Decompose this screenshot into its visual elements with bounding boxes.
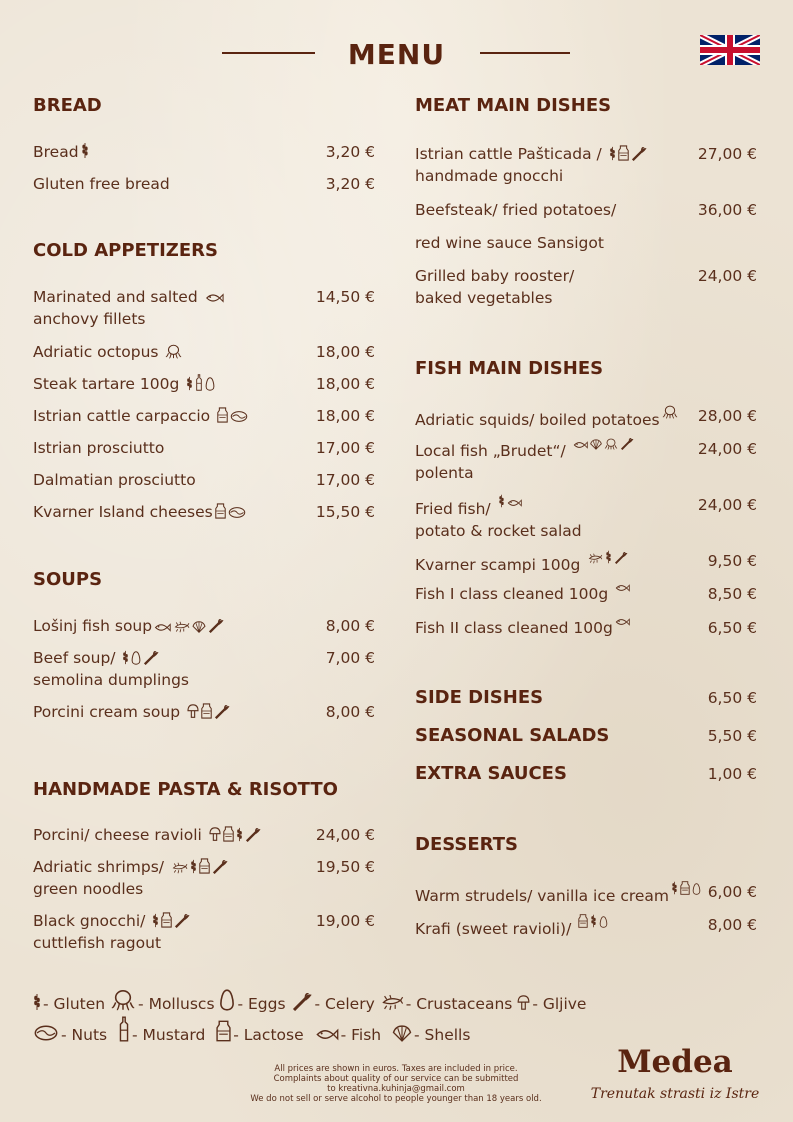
footer-line: We do not sell or serve alcohol to people younger than 18 years old. <box>250 1094 542 1104</box>
price: 9,50 € <box>707 552 757 570</box>
eggs-icon <box>219 989 235 1011</box>
fish-icon <box>154 622 171 633</box>
menu-item-steak-tartare: Steak tartare 100g <box>33 373 215 395</box>
celery-icon <box>212 860 228 874</box>
price: 15,50 € <box>315 503 375 521</box>
gluten-icon <box>671 881 678 895</box>
gluten-icon <box>609 146 616 161</box>
price: 6,00 € <box>707 883 757 901</box>
price: 5,50 € <box>707 727 757 745</box>
eggs-icon <box>131 651 141 665</box>
price: 18,00 € <box>315 343 375 361</box>
celery-icon <box>291 993 313 1011</box>
fish-icon <box>573 440 588 450</box>
brand-logo: Medea <box>617 1044 733 1080</box>
mushroom-icon <box>187 704 199 719</box>
legend-label-nuts: - Nuts <box>61 1026 108 1044</box>
gluten-icon <box>81 142 89 159</box>
crustaceans-icon <box>587 553 603 564</box>
celery-icon <box>208 619 224 633</box>
gluten-icon <box>186 376 193 391</box>
legend-label-shells: - Shells <box>414 1026 471 1044</box>
menu-item-black-gnocchi: Black gnocchi/ cuttlefish ragout <box>33 910 190 954</box>
fish-icon <box>615 617 630 627</box>
uk-flag-icon[interactable] <box>700 35 760 65</box>
menu-item-brudet: Local fish „Brudet“/ polenta <box>415 438 634 484</box>
nuts-icon <box>228 506 246 519</box>
footer-notice <box>230 1064 562 1104</box>
menu-item-fried-fish: Fried fish/ potato & rocket salad <box>415 494 582 542</box>
celery-icon <box>143 651 159 665</box>
nuts-icon <box>33 1024 59 1042</box>
crustaceans-icon <box>171 862 188 874</box>
mushroom-icon <box>209 827 221 842</box>
section-extra-sauces: EXTRA SAUCES <box>415 763 567 784</box>
price: 28,00 € <box>697 407 757 425</box>
price: 3,20 € <box>325 175 375 193</box>
price: 17,00 € <box>315 439 375 457</box>
section-meat-main-dishes: MEAT MAIN DISHES <box>415 95 612 116</box>
section-side-dishes: SIDE DISHES <box>415 687 544 708</box>
menu-item-bread: Bread <box>33 141 89 163</box>
eggs-icon <box>692 883 701 895</box>
legend-label-mustard: - Mustard <box>132 1026 206 1044</box>
price: 8,00 € <box>325 703 375 721</box>
menu-item-gluten-free-bread: Gluten free bread <box>33 175 170 193</box>
celery-icon <box>174 914 190 928</box>
price: 18,00 € <box>315 407 375 425</box>
fish-icon <box>507 498 522 508</box>
legend-label-fish: - Fish <box>340 1026 382 1044</box>
legend-label-celery: - Celery <box>314 995 375 1013</box>
price: 3,20 € <box>325 143 375 161</box>
gluten-icon <box>122 650 129 665</box>
menu-item-baby-rooster: Grilled baby rooster/ baked vegetables <box>415 267 575 307</box>
price: 19,00 € <box>315 912 375 930</box>
price: 24,00 € <box>315 826 375 844</box>
legend-label-mushrooms: - Gljive <box>532 995 587 1013</box>
menu-item-squids: Adriatic squids/ boiled potatoes <box>415 405 678 431</box>
celery-icon <box>214 705 230 719</box>
legend-label-molluscs: - Molluscs <box>138 995 215 1013</box>
legend-label-gluten: - Gluten <box>43 995 106 1013</box>
menu-item-beef-soup: Beef soup/ semolina dumplings <box>33 649 190 689</box>
footer-line: Complaints about quality of our service can be submitted <box>273 1074 519 1084</box>
menu-item-beefsteak: Beefsteak/ fried potatoes/ <box>415 201 617 219</box>
price: 14,50 € <box>315 288 375 306</box>
legend-label-lactose: - Lactose <box>233 1026 304 1044</box>
shells-icon <box>392 1025 412 1042</box>
menu-item-krafi: Krafi (sweet ravioli)/ <box>415 914 608 940</box>
menu-item-dalmatian-prosciutto: Dalmatian prosciutto <box>33 471 196 489</box>
lactose-icon <box>578 914 588 928</box>
gluten-icon <box>152 913 159 928</box>
price: 27,00 € <box>697 145 757 163</box>
menu-item-pasticada: Istrian cattle Pašticada / handmade gnocchi <box>415 143 647 187</box>
celery-icon <box>620 438 634 450</box>
price: 19,50 € <box>315 858 375 876</box>
lactose-icon <box>223 826 234 842</box>
menu-item-anchovy: Marinated and salted anchovy fillets <box>33 286 224 330</box>
lactose-icon <box>217 407 228 423</box>
gluten-icon <box>590 914 597 928</box>
lactose-icon <box>216 1020 231 1042</box>
price: 1,00 € <box>707 765 757 783</box>
menu-item-scampi: Kvarner scampi 100g <box>415 550 628 576</box>
gluten-icon <box>605 550 612 564</box>
price: 8,00 € <box>325 617 375 635</box>
allergen-legend-row-2 <box>33 1016 470 1044</box>
menu-item-istrian-prosciutto: Istrian prosciutto <box>33 439 165 457</box>
molluscs-icon <box>165 344 182 359</box>
eggs-icon <box>599 916 608 928</box>
gluten-icon <box>236 827 243 842</box>
price: 24,00 € <box>697 267 757 285</box>
section-soups: SOUPS <box>33 569 103 590</box>
shells-icon <box>590 439 602 450</box>
section-cold-appetizers: COLD APPETIZERS <box>33 240 218 261</box>
legend-label-crustaceans: - Crustaceans <box>405 995 513 1013</box>
lactose-icon <box>199 858 210 874</box>
allergen-legend-row-1 <box>33 989 586 1013</box>
fish-icon <box>205 292 224 304</box>
fish-icon <box>315 1027 339 1042</box>
section-fish-main-dishes: FISH MAIN DISHES <box>415 358 604 379</box>
lactose-icon <box>161 912 172 928</box>
price: 8,00 € <box>707 916 757 934</box>
gluten-icon <box>190 859 197 874</box>
mushroom-icon <box>517 995 530 1011</box>
menu-item-porcini-soup: Porcini cream soup <box>33 701 230 723</box>
price: 36,00 € <box>697 201 757 219</box>
mustard-icon <box>118 1016 130 1042</box>
eggs-icon <box>205 377 215 391</box>
menu-item-fish-class-1: Fish I class cleaned 100g <box>415 583 630 605</box>
price: 8,50 € <box>707 585 757 603</box>
shells-icon <box>192 621 206 633</box>
menu-item-cheeses: Kvarner Island cheeses <box>33 501 246 523</box>
title-rule-right <box>480 52 570 54</box>
price: 6,50 € <box>707 619 757 637</box>
nuts-icon <box>230 410 248 423</box>
section-bread: BREAD <box>33 95 102 116</box>
crustaceans-icon <box>380 994 404 1011</box>
celery-icon <box>245 828 261 842</box>
price: 7,00 € <box>325 649 375 667</box>
celery-icon <box>631 147 647 161</box>
menu-item-beefsteak-sauce: red wine sauce Sansigot <box>415 234 604 252</box>
lactose-icon <box>618 145 629 161</box>
price: 24,00 € <box>697 440 757 458</box>
lactose-icon <box>201 703 212 719</box>
menu-item-octopus: Adriatic octopus <box>33 341 182 363</box>
menu-item-strudels: Warm strudels/ vanilla ice cream <box>415 881 701 907</box>
section-pasta-risotto: HANDMADE PASTA & RISOTTO <box>33 779 338 800</box>
footer-line: All prices are shown in euros. Taxes are included in price. <box>274 1064 518 1074</box>
menu-item-fish-soup: Lošinj fish soup <box>33 615 224 637</box>
molluscs-icon <box>110 989 136 1011</box>
gluten-icon <box>33 993 41 1011</box>
legend-label-eggs: - Eggs <box>237 995 286 1013</box>
price: 18,00 € <box>315 375 375 393</box>
menu-item-shrimps-noodles: Adriatic shrimps/ green noodles <box>33 856 228 900</box>
crustaceans-icon <box>173 621 190 633</box>
section-seasonal-salads: SEASONAL SALADS <box>415 725 610 746</box>
menu-item-fish-class-2: Fish II class cleaned 100g <box>415 617 630 639</box>
mustard-icon <box>195 374 203 391</box>
molluscs-icon <box>662 405 678 419</box>
brand-tagline: Trenutak strasti iz Istre <box>590 1086 760 1102</box>
price: 24,00 € <box>697 496 757 514</box>
lactose-icon <box>680 881 690 895</box>
menu-item-carpaccio: Istrian cattle carpaccio <box>33 405 248 427</box>
page-title: MENU <box>347 38 446 71</box>
price: 6,50 € <box>707 689 757 707</box>
celery-icon <box>614 552 628 564</box>
molluscs-icon <box>604 438 618 450</box>
footer-line: to kreativna.kuhinja@gmail.com <box>327 1084 465 1094</box>
lactose-icon <box>215 503 226 519</box>
gluten-icon <box>498 494 505 508</box>
fish-icon <box>615 583 630 593</box>
section-desserts: DESSERTS <box>415 834 518 855</box>
price: 17,00 € <box>315 471 375 489</box>
menu-item-ravioli: Porcini/ cheese ravioli <box>33 824 261 846</box>
